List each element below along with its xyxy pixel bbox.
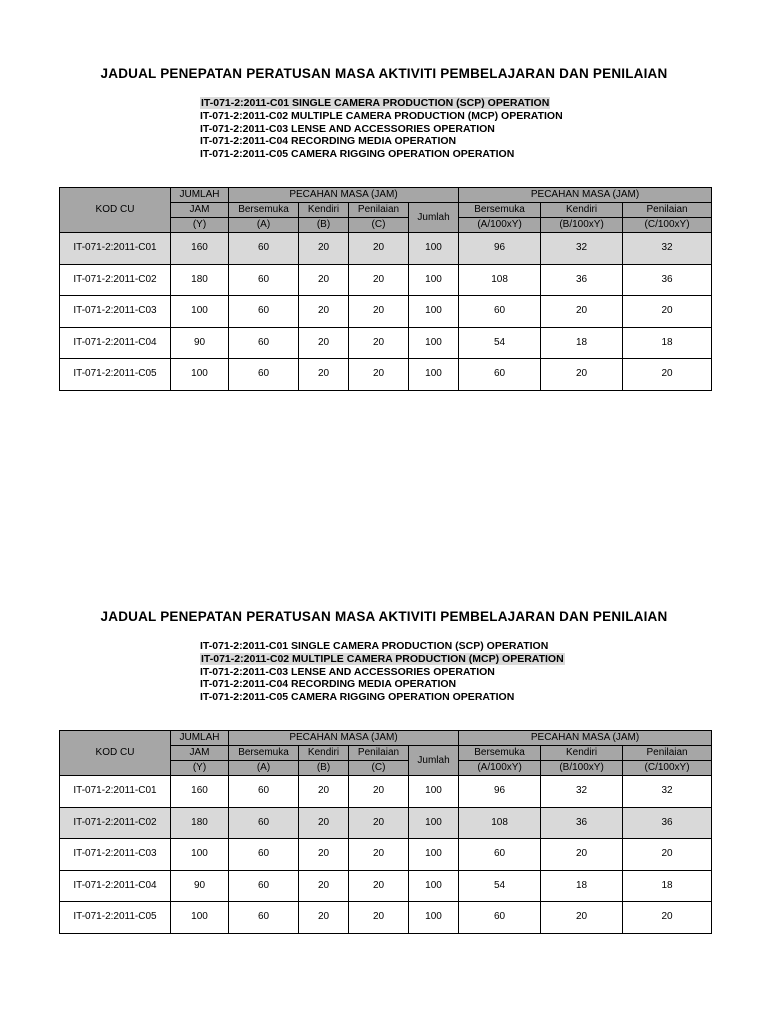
table-body: [60, 776, 712, 934]
penilaian-calc-cell: 20: [623, 359, 712, 391]
bersemuka-cell: 60: [229, 264, 299, 296]
header-b100: (B/100xY): [541, 761, 623, 776]
unit-item: [200, 97, 563, 110]
kendiri-calc-cell: 32: [541, 233, 623, 265]
kendiri-cell: 20: [299, 359, 349, 391]
table-row: [60, 264, 712, 296]
penilaian-cell: 20: [349, 807, 409, 839]
unit-item: [200, 110, 563, 123]
jumlah-jam-cell: 100: [171, 359, 229, 391]
header-group-jam: PECAHAN MASA (JAM): [229, 731, 459, 746]
kendiri-calc-cell: 18: [541, 870, 623, 902]
penilaian-cell: 20: [349, 870, 409, 902]
penilaian-cell: 20: [349, 233, 409, 265]
penilaian-cell: 20: [349, 264, 409, 296]
header-kendiri: Kendiri: [541, 203, 623, 218]
kendiri-calc-cell: 20: [541, 296, 623, 328]
table-body: [60, 233, 712, 391]
kendiri-cell: 20: [299, 296, 349, 328]
header-c100: (C/100xY): [623, 761, 712, 776]
header-group-percent: PECAHAN MASA (JAM): [459, 188, 712, 203]
kod-cu-cell: IT-071-2:2011-C03: [60, 296, 171, 328]
jumlah-cell: 100: [409, 264, 459, 296]
kendiri-calc-cell: 20: [541, 902, 623, 934]
bersemuka-cell: 60: [229, 870, 299, 902]
table-row: [60, 327, 712, 359]
table-row: [60, 296, 712, 328]
header-group-percent: PECAHAN MASA (JAM): [459, 731, 712, 746]
header-jumlah-jam: JAM: [171, 746, 229, 761]
penilaian-calc-cell: 36: [623, 264, 712, 296]
time-allocation-table: [59, 187, 712, 391]
bersemuka-calc-cell: 54: [459, 327, 541, 359]
bersemuka-calc-cell: 54: [459, 870, 541, 902]
header-penilaian: Penilaian: [623, 203, 712, 218]
bersemuka-calc-cell: 60: [459, 296, 541, 328]
kendiri-cell: 20: [299, 839, 349, 871]
header-a100: (A/100xY): [459, 761, 541, 776]
jumlah-jam-cell: 90: [171, 870, 229, 902]
jumlah-cell: 100: [409, 839, 459, 871]
jumlah-jam-cell: 90: [171, 327, 229, 359]
kod-cu-cell: IT-071-2:2011-C05: [60, 902, 171, 934]
table-row: [60, 870, 712, 902]
penilaian-cell: 20: [349, 839, 409, 871]
kendiri-cell: 20: [299, 233, 349, 265]
time-allocation-table: [59, 730, 712, 934]
bersemuka-cell: 60: [229, 359, 299, 391]
kendiri-cell: 20: [299, 807, 349, 839]
header-bersemuka: Bersemuka: [459, 746, 541, 761]
header-b100: (B/100xY): [541, 218, 623, 233]
table-row: [60, 359, 712, 391]
unit-text: IT-071-2:2011-C01 SINGLE CAMERA PRODUCTION (SCP) OPERATION: [200, 640, 549, 652]
kod-cu-cell: IT-071-2:2011-C04: [60, 870, 171, 902]
penilaian-cell: 20: [349, 296, 409, 328]
jumlah-jam-cell: 100: [171, 902, 229, 934]
header-b: (B): [299, 218, 349, 233]
jumlah-cell: 100: [409, 807, 459, 839]
jumlah-jam-cell: 180: [171, 264, 229, 296]
unit-text: IT-071-2:2011-C05 CAMERA RIGGING OPERATION OPERATION: [200, 691, 515, 704]
jumlah-jam-cell: 180: [171, 807, 229, 839]
penilaian-calc-cell: 20: [623, 839, 712, 871]
unit-text: IT-071-2:2011-C02 MULTIPLE CAMERA PRODUCTION (MCP) OPERATION: [201, 652, 564, 665]
unit-item: [200, 123, 563, 136]
kod-cu-cell: IT-071-2:2011-C01: [60, 233, 171, 265]
unit-text: IT-071-2:2011-C02 MULTIPLE CAMERA PRODUCTION (MCP) OPERATION: [200, 109, 563, 122]
bersemuka-calc-cell: 108: [459, 807, 541, 839]
kendiri-calc-cell: 32: [541, 776, 623, 808]
penilaian-calc-cell: 36: [623, 807, 712, 839]
header-kendiri: Kendiri: [541, 746, 623, 761]
jumlah-cell: 100: [409, 327, 459, 359]
header-jumlah: Jumlah: [409, 746, 459, 776]
bersemuka-calc-cell: 60: [459, 839, 541, 871]
unit-item: [200, 135, 563, 148]
penilaian-calc-cell: 32: [623, 776, 712, 808]
unit-text: IT-071-2:2011-C05 CAMERA RIGGING OPERATION OPERATION: [200, 148, 515, 161]
jumlah-jam-cell: 160: [171, 233, 229, 265]
bersemuka-cell: 60: [229, 807, 299, 839]
penilaian-cell: 20: [349, 327, 409, 359]
table-row: [60, 776, 712, 808]
header-a: (A): [229, 761, 299, 776]
jumlah-jam-cell: 100: [171, 839, 229, 871]
table-row: [60, 807, 712, 839]
kod-cu-cell: IT-071-2:2011-C04: [60, 327, 171, 359]
jumlah-cell: 100: [409, 902, 459, 934]
header-a100: (A/100xY): [459, 218, 541, 233]
bersemuka-calc-cell: 96: [459, 776, 541, 808]
unit-item: [200, 640, 565, 653]
bersemuka-calc-cell: 60: [459, 359, 541, 391]
header-kendiri: Kendiri: [299, 203, 349, 218]
bersemuka-cell: 60: [229, 839, 299, 871]
kendiri-cell: 20: [299, 776, 349, 808]
kendiri-calc-cell: 18: [541, 327, 623, 359]
section-title: JADUAL PENEPATAN PERATUSAN MASA AKTIVITI PEMBELAJARAN DAN PENILAIAN: [100, 66, 668, 81]
kendiri-cell: 20: [299, 870, 349, 902]
bersemuka-cell: 60: [229, 296, 299, 328]
section-title: JADUAL PENEPATAN PERATUSAN MASA AKTIVITI PEMBELAJARAN DAN PENILAIAN: [100, 609, 668, 624]
table-row: [60, 839, 712, 871]
bersemuka-cell: 60: [229, 233, 299, 265]
penilaian-cell: 20: [349, 776, 409, 808]
header-b: (B): [299, 761, 349, 776]
kendiri-cell: 20: [299, 327, 349, 359]
jumlah-cell: 100: [409, 359, 459, 391]
jumlah-cell: 100: [409, 233, 459, 265]
header-jumlah-jam: JUMLAH: [171, 188, 229, 203]
header-kendiri: Kendiri: [299, 746, 349, 761]
unit-text: IT-071-2:2011-C01 SINGLE CAMERA PRODUCTION (SCP) OPERATION: [201, 97, 550, 109]
jumlah-cell: 100: [409, 296, 459, 328]
unit-item: [200, 148, 563, 161]
table-row: [60, 902, 712, 934]
kod-cu-cell: IT-071-2:2011-C01: [60, 776, 171, 808]
kod-cu-cell: IT-071-2:2011-C02: [60, 264, 171, 296]
penilaian-cell: 20: [349, 359, 409, 391]
table-row: [60, 233, 712, 265]
header-penilaian: Penilaian: [349, 203, 409, 218]
header-bersemuka: Bersemuka: [229, 746, 299, 761]
unit-item: [200, 666, 565, 679]
kod-cu-cell: IT-071-2:2011-C02: [60, 807, 171, 839]
bersemuka-cell: 60: [229, 902, 299, 934]
kod-cu-cell: IT-071-2:2011-C03: [60, 839, 171, 871]
header-jumlah-jam: JAM: [171, 203, 229, 218]
header-jumlah: Jumlah: [409, 203, 459, 233]
kendiri-cell: 20: [299, 264, 349, 296]
penilaian-calc-cell: 18: [623, 870, 712, 902]
jumlah-cell: 100: [409, 870, 459, 902]
unit-item: [200, 678, 565, 691]
kendiri-calc-cell: 36: [541, 807, 623, 839]
header-group-jam: PECAHAN MASA (JAM): [229, 188, 459, 203]
unit-text: IT-071-2:2011-C03 LENSE AND ACCESSORIES OPERATION: [200, 665, 495, 678]
header-bersemuka: Bersemuka: [459, 203, 541, 218]
header-c: (C): [349, 218, 409, 233]
kod-cu-cell: IT-071-2:2011-C05: [60, 359, 171, 391]
header-jumlah-jam: JUMLAH: [171, 731, 229, 746]
penilaian-calc-cell: 18: [623, 327, 712, 359]
bersemuka-calc-cell: 96: [459, 233, 541, 265]
penilaian-cell: 20: [349, 902, 409, 934]
penilaian-calc-cell: 32: [623, 233, 712, 265]
header-penilaian: Penilaian: [623, 746, 712, 761]
kendiri-calc-cell: 20: [541, 839, 623, 871]
header-kod-cu: KOD CU: [60, 188, 171, 233]
unit-text: IT-071-2:2011-C04 RECORDING MEDIA OPERATION: [200, 678, 457, 691]
bersemuka-calc-cell: 108: [459, 264, 541, 296]
jumlah-jam-cell: 160: [171, 776, 229, 808]
header-c: (C): [349, 761, 409, 776]
jumlah-cell: 100: [409, 776, 459, 808]
penilaian-calc-cell: 20: [623, 902, 712, 934]
header-jumlah-jam: (Y): [171, 761, 229, 776]
kendiri-calc-cell: 36: [541, 264, 623, 296]
unit-list: [200, 97, 563, 161]
header-kod-cu: KOD CU: [60, 731, 171, 776]
header-bersemuka: Bersemuka: [229, 203, 299, 218]
unit-list: [200, 640, 565, 704]
header-c100: (C/100xY): [623, 218, 712, 233]
unit-text: IT-071-2:2011-C03 LENSE AND ACCESSORIES OPERATION: [200, 122, 495, 135]
unit-item: [200, 653, 565, 666]
bersemuka-cell: 60: [229, 327, 299, 359]
unit-item: [200, 691, 565, 704]
unit-text: IT-071-2:2011-C04 RECORDING MEDIA OPERATION: [200, 135, 457, 148]
bersemuka-calc-cell: 60: [459, 902, 541, 934]
header-penilaian: Penilaian: [349, 746, 409, 761]
jumlah-jam-cell: 100: [171, 296, 229, 328]
kendiri-cell: 20: [299, 902, 349, 934]
header-a: (A): [229, 218, 299, 233]
kendiri-calc-cell: 20: [541, 359, 623, 391]
penilaian-calc-cell: 20: [623, 296, 712, 328]
bersemuka-cell: 60: [229, 776, 299, 808]
header-jumlah-jam: (Y): [171, 218, 229, 233]
